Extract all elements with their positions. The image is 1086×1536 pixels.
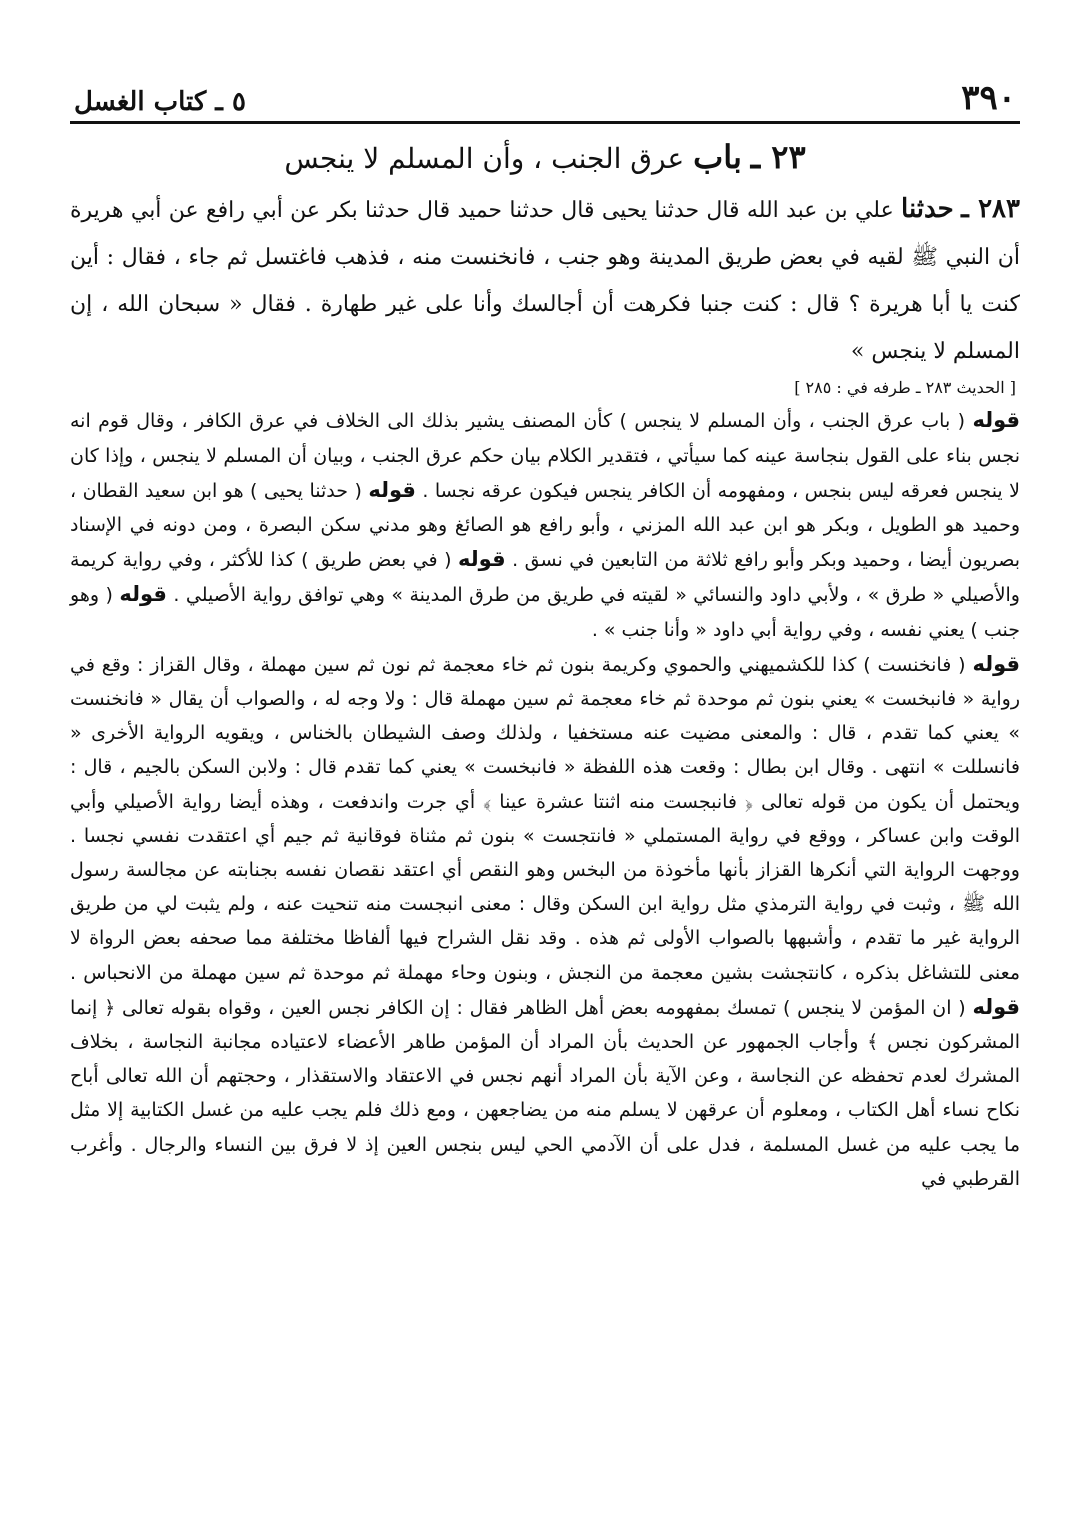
qawl-marker: قوله bbox=[458, 547, 506, 572]
qawl-marker: قوله bbox=[972, 994, 1020, 1019]
chapter-number: ٢٣ ـ bbox=[750, 138, 806, 176]
commentary-paragraph bbox=[70, 403, 1020, 646]
hadith-body: علي بن عبد الله قال حدثنا يحيى قال حدثنا حميد قال حدثنا بكر عن أبي رافع عن أبي هريرة أن النبي ﷺ لقيه في بعض طريق المدينة وهو جنب ، فانخنست منه ، فذهب فاغتسل ثم جاء ، فقال : أين كنت يا أبا هريرة ؟ قال : كنت جنبا فكرهت أن أجالسك وأنا على غير طهارة . فقال « سبحان الله ، إن المسلم لا ينجس » bbox=[70, 198, 1020, 365]
commentary-paragraph bbox=[70, 647, 1020, 1196]
commentary-text: ( حدثنا يحيى ) هو ابن سعيد القطان ، وحميد هو الطويل ، وبكر هو ابن عبد الله المزني ، وأبو رافع هو الصائغ وهو مدني سكن البصرة ، ومن دونه في الإسناد بصريون أيضا ، وحميد وبكر وأبو رافع ثلاثة من التابعين في نسق . bbox=[70, 479, 1020, 572]
hadith-reference: [ الحديث ٢٨٣ ـ طرفه في : ٢٨٥ ] bbox=[794, 378, 1016, 398]
commentary-text: ( وهو جنب ) يعني نفسه ، وفي رواية أبي داود « وأنا جنب » . bbox=[70, 584, 1020, 641]
hadith-number: ٢٨٣ ـ bbox=[961, 194, 1020, 225]
page-number: ٣٩٠ bbox=[961, 78, 1016, 118]
page bbox=[70, 78, 1020, 1518]
chapter-heading bbox=[70, 138, 1020, 176]
hadith-opening: حدثنا bbox=[901, 194, 954, 225]
qawl-marker: قوله bbox=[368, 477, 416, 502]
commentary-text: ( في بعض طريق ) كذا للأكثر ، وفي رواية كريمة والأصيلي « طرق » ، ولأبي داود والنسائي « لقيته في طريق من طرق المدينة » وهي توافق رواية الأصيلي . bbox=[70, 549, 1020, 607]
qawl-marker: قوله bbox=[972, 408, 1020, 433]
running-header bbox=[70, 78, 1020, 124]
chapter-title: عرق الجنب ، وأن المسلم لا ينجس bbox=[284, 142, 685, 175]
qawl-marker: قوله bbox=[119, 582, 167, 607]
chapter-word: باب bbox=[693, 138, 742, 176]
hadith-text bbox=[70, 186, 1020, 375]
commentary bbox=[70, 403, 1020, 1196]
book-title: ٥ ـ كتاب الغسل bbox=[74, 87, 246, 117]
commentary-text: ( ان المؤمن لا ينجس ) تمسك بمفهومه بعض أهل الظاهر فقال : إن الكافر نجس العين ، وقواه بقوله تعالى ﴿ إنما المشركون نجس ﴾ وأجاب الجمهور عن الحديث بأن المراد أن المؤمن طاهر الأعضاء لاعتياده مجانبة النجاسة ، بخلاف المشرك لعدم تحفظه عن النجاسة ، وعن الآية بأن المراد أنهم نجس في الاعتقاد والاستقذار ، وحجتهم أن الله تعالى أباح نكاح نساء أهل الكتاب ، ومعلوم أن عرقهن لا يسلم منه من يضاجعهن ، ومع ذلك فلم يجب عليه من غسل الكتابية إلا مثل ما يجب عليه من غسل المسلمة ، فدل على أن الآدمي الحي ليس بنجس العين إذ لا فرق بين النساء والرجال . وأغرب القرطبي في bbox=[70, 996, 1020, 1190]
qawl-marker: قوله bbox=[972, 651, 1020, 676]
commentary-text: ( فانخنست ) كذا للكشميهني والحموي وكريمة بنون ثم خاء معجمة ثم نون ثم سين مهملة ، وقال القزاز : وقع في رواية « فانبخست » يعني بنون ثم موحدة ثم خاء معجمة ثم سين مهملة قال : ولا وجه له ، والصواب أن يقال « فانخنست » يعني كما تقدم ، قال : والمعنى مضيت عنه مستخفيا ، ولذلك وصف الشيطان بالخناس ، ويقويه الرواية الأخرى « فانسللت » انتهى . وقال ابن بطال : وقعت هذه اللفظة « فانبخست » يعني كما تقدم قال : ولابن السكن بالجيم ، قال : ويحتمل أن يكون من قوله تعالى ﴿ فانبجست منه اثنتا عشرة عينا ﴾ أي جرت واندفعت ، وهذه أيضا رواية الأصيلي وأبي الوقت وابن عساكر ، ووقع في رواية المستملي « فانتجست » بنون ثم مثناة فوقانية ثم جيم أي اعتقدت نفسي نجسا . ووجهت الرواية التي أنكرها القزاز بأنها مأخوذة من البخس وهو النقص أي اعتقد نقصان نفسه بجنابته عن مجالسة رسول الله ﷺ ، وثبت في رواية الترمذي مثل رواية ابن السكن وقال : معنى انبجست منه تنحيت عنه ، ولم يثبت لي من طريق الرواية غير ما تقدم ، وأشبهها بالصواب الأولى ثم هذه . وقد نقل الشراح فيها ألفاظا مختلفة مما صحفه بعض الرواة لا معنى للتشاغل بذكره ، كانتجشت بشين معجمة من النجش ، وبنون وحاء مهملة ثم موحدة ثم سين مهملة من الانحباس . bbox=[70, 653, 1020, 984]
commentary-text: ( باب عرق الجنب ، وأن المسلم لا ينجس ) كأن المصنف يشير بذلك الى الخلاف في عرق الكافر ، وقال قوم انه نجس بناء على القول بنجاسة عينه كما سيأتي ، فتقدير الكلام بيان حكم عرق الجنب ، وبيان أن المسلم لا ينجس ، وإذا كان لا ينجس فعرقه ليس بنجس ، ومفهومه أن الكافر ينجس فيكون عرقه نجسا . bbox=[70, 410, 1020, 502]
